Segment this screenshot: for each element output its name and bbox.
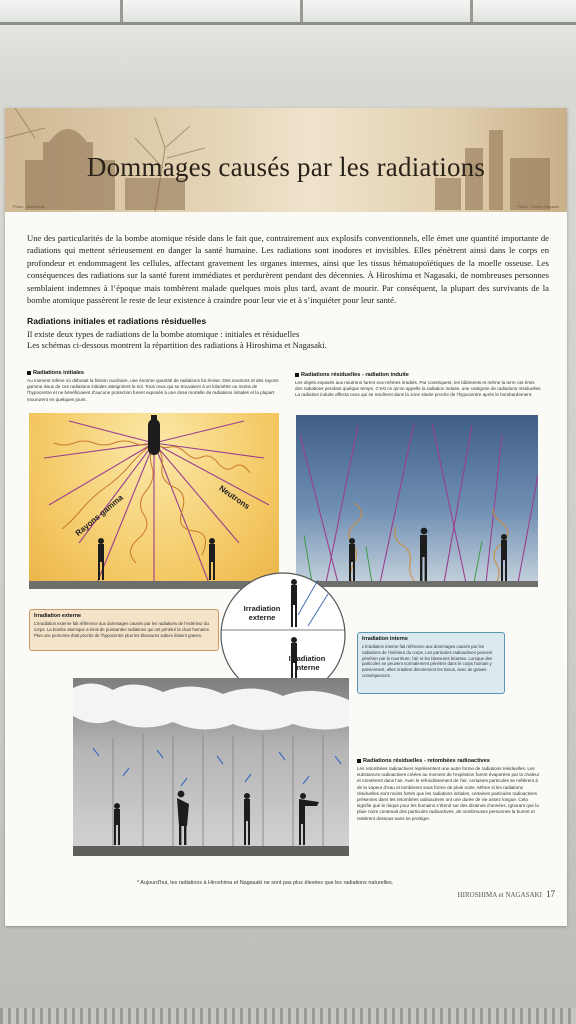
circle-label-external: Irradiation externe	[243, 604, 281, 622]
internal-heading: Irradiation interne	[362, 636, 408, 642]
external-callout	[29, 609, 219, 651]
external-heading: Irradiation externe	[34, 613, 82, 619]
induced-radiation-rays	[296, 415, 538, 587]
poster	[5, 108, 567, 926]
induced-text: Les objets exposés aux neutrons furent eux-mêmes irradiés. Par conséquent, les bâtiments et même la terre ont émis des radiations pendant quelque temps. C’est ce qu’on appelle la radiation induite, une catégorie de radiations résiduelles. La radiation induite affecta ceux qui se rendirent dans la zone située proche de l’hypocentre après le bombardement.	[295, 380, 542, 398]
induced-heading: Radiations résiduelles - radiation induite	[295, 372, 409, 378]
fallout-heading: Radiations résiduelles - retombées radioactives	[357, 758, 490, 764]
fallout-illustration	[73, 678, 349, 856]
fallout-text: Les retombées radioactives représentent une autre forme de radiations résiduelles. Les substances radioactives créées au moment de l’explosion furent évaporées par la chaleur et montèrent dans l’air. Avec le refroidissement de l’air, certaines particules se mêlèrent à de la vapeur d’eau et tombèrent sous forme de pluie noire. Même si les radiations résiduelles sont moins fortes que les radiations initiales, certaines particules radioactives présentes dans les retombées radioactives ont une durée de vie assez longue. Cela signifie que le risque pour les humains s’étend sur des dizaines d’années. Ignorant que la pluie noire contenait des particules radioactives, de nombreuses personnes la burent et restèrent dessous sans se protéger.	[357, 766, 540, 821]
photo-caption-left: Photo : Mochizuki	[13, 204, 45, 209]
floor-vent	[0, 1008, 576, 1024]
initial-radiation-diagram	[29, 413, 279, 589]
fallout-diagram	[73, 678, 349, 856]
internal-text: L’irradiation interne fait référence aux dommages causés par les radiations de l’intérieur du corps. Les particules radioactives peuvent pénétrer par la nourriture, l’air et les blessures béantes. Lorsque des particules ne peuvent normalement pénétrer dans le corps humain y parviennent, elles irradient directement les tissus, avec de graves conséquences.	[362, 644, 493, 678]
initial-radiation-rays	[29, 413, 279, 589]
poster-title: Dommages causés par les radiations	[86, 152, 486, 182]
internal-callout	[357, 632, 505, 694]
footnote: * Aujourd’hui, les radiations à Hiroshima et Nagasaki ne sont pas plus élevées que les radiations naturelles.	[137, 880, 394, 886]
photo-caption-right: Photo : Shigeo Hayashi	[517, 204, 559, 209]
external-text: L’irradiation externe fait référence aux dommages causés par les radiations de l’extérieur du corps. La bombe atomique a émis de puissantes radiations qui ont pénétré la chair humaine. Plus une personne était proche de l’hypocentre plus les blessures subies étaient graves.	[34, 621, 211, 638]
label-gamma: Rayons gamma	[73, 492, 125, 538]
window-strip	[0, 0, 576, 22]
induced-radiation-diagram	[296, 415, 538, 587]
intro-paragraph: Une des particularités de la bombe atomique réside dans le fait que, contrairement aux explosifs conventionnels, elle émet une quantité importante de radiations qui mettent sérieusement en danger la santé humaine. Les radiations sont inodores et invisibles. Elles pénètrent ainsi dans le corps en profondeur et endommagent les cellules, affectant gravement les organes internes, ainsi que les tissus hématopoïétiques de la moelle osseuse. Les conséquences des radiations sur la santé furent immédiates et perdurèrent pendant des décennies. À Hiroshima et Nagasaki, de nombreuses personnes semblaient indemnes à l’époque mais tombèrent malade quelques mois plus tard, avant de mourir. Par conséquent, la plupart des survivants de la bombe atomique passèrent le reste de leur existence à craindre pour leur vie et à s’inquiéter pour leur santé.	[27, 233, 549, 306]
page-number: 17	[546, 889, 555, 899]
initial-text: Au moment même où débutait la fission nucléaire, une énorme quantité de radiations fut émise. Des neutrons et des rayons gamma issus de ces radiations initiales atteignirent le sol. Tous ceux qui se trouvaient à un kilomètre ou moins de l’hypocentre et ne bénéficiaient d’aucune protection furent exposés à une dose mortelle de radiations initiales et la plupart moururent en quelques jours.	[27, 378, 279, 402]
hanging-rail	[0, 22, 576, 25]
page-footer	[458, 889, 555, 899]
section-heading: Radiations initiales et radiations résiduelles	[27, 316, 207, 326]
label-neutrons: Neutrons	[217, 483, 252, 512]
footer-label: HIROSHIMA et NAGASAKI	[457, 891, 542, 899]
circle-label-internal: Irradiation interne	[288, 654, 326, 672]
title-banner	[5, 108, 567, 212]
section-line-1: Il existe deux types de radiations de la bombe atomique : initiales et résiduelles	[27, 329, 300, 339]
section-line-2: Les schémas ci-dessous montrent la répartition des radiations à Hiroshima et Nagasaki.	[27, 340, 327, 350]
initial-heading: Radiations initiales	[27, 370, 84, 376]
